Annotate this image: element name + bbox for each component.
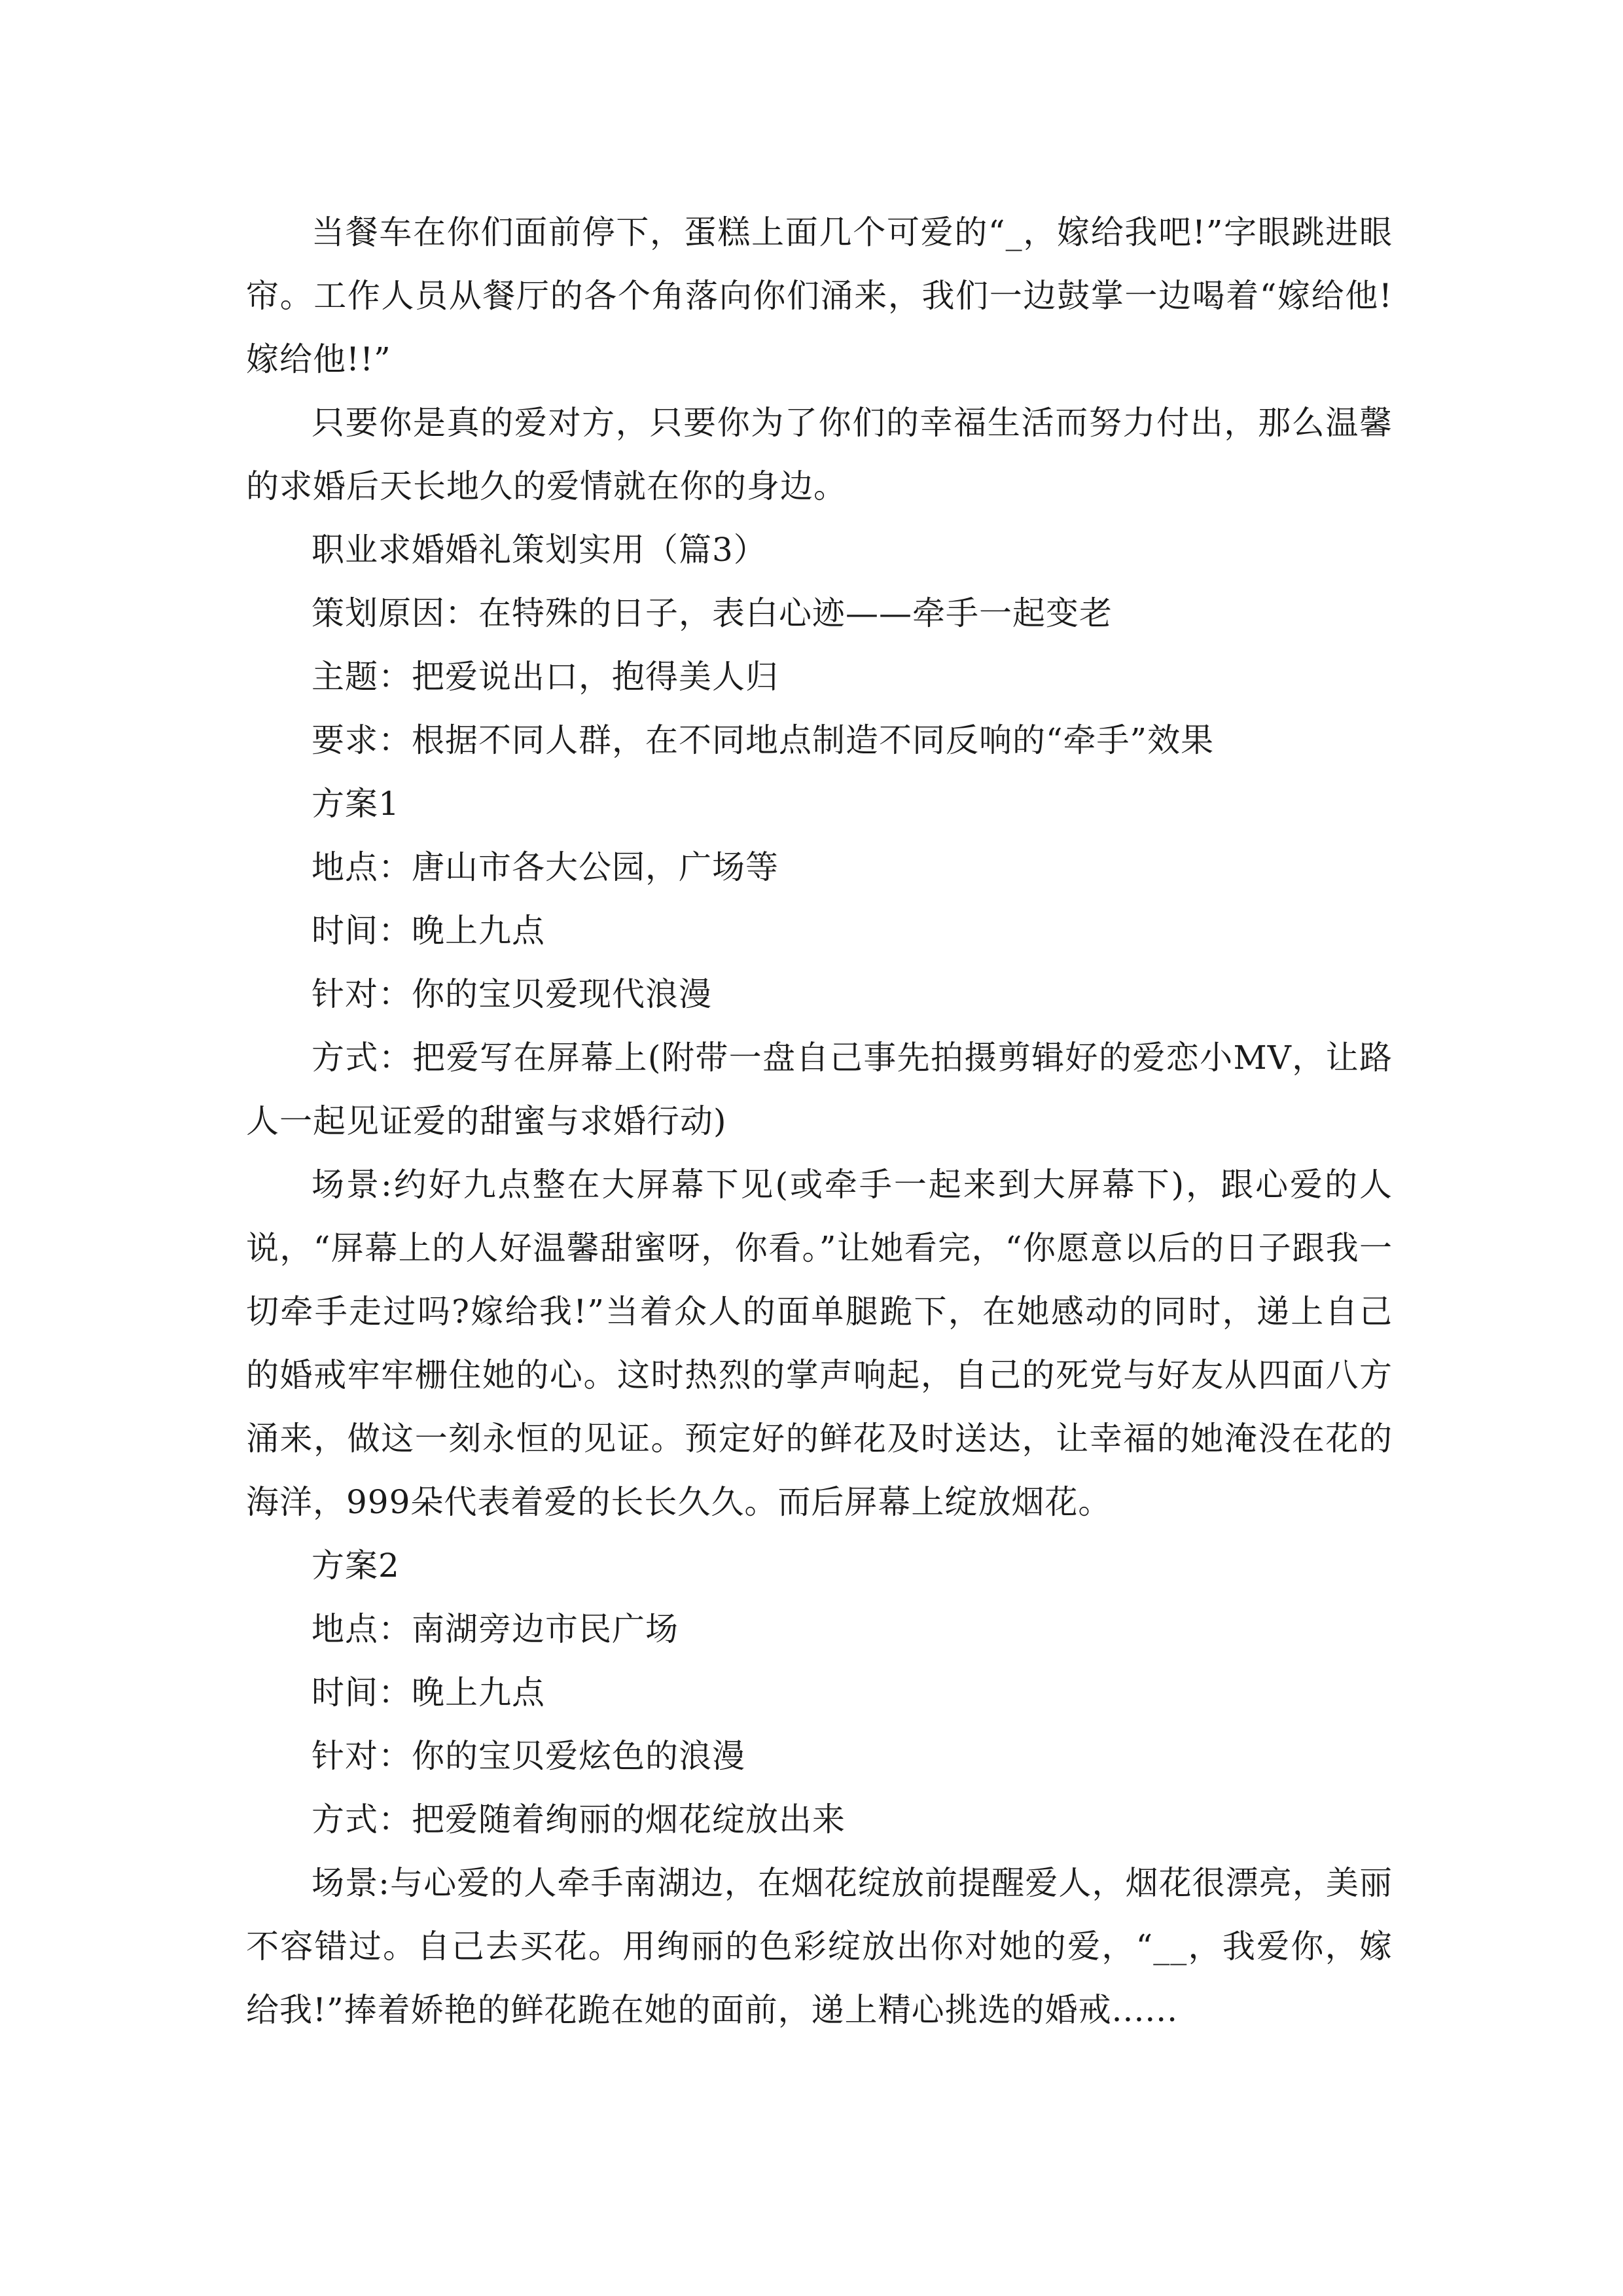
scheme-2-time: 时间：晚上九点: [312, 1674, 545, 1712]
scheme-1-heading: 方案1: [312, 785, 400, 823]
scheme-2-location: 地点：南湖旁边市民广场: [312, 1610, 679, 1648]
plan-theme: 主题：把爱说出口，抱得美人归: [312, 658, 779, 696]
paragraph-proposal-cake: 当餐车在你们面前停下，蛋糕上面几个可爱的“_，嫁给我吧!”字眼跳进眼帘。工作人员从餐厅的各个角落向你们涌来，我们一边鼓掌一边喝着“嫁给他!嫁给他!!”: [246, 213, 1393, 378]
document-body: [246, 201, 1393, 2042]
paragraph-true-love: 只要你是真的爱对方，只要你为了你们的幸福生活而努力付出，那么温馨的求婚后天长地久的爱情就在你的身边。: [246, 404, 1393, 505]
scheme-1-time: 时间：晚上九点: [312, 912, 545, 950]
scheme-2-heading: 方案2: [312, 1547, 400, 1585]
scheme-1-method: 方式：把爱写在屏幕上(附带一盘自己事先拍摄剪辑好的爱恋小MV，让路人一起见证爱的甜蜜与求婚行动): [246, 1039, 1393, 1140]
plan-reason: 策划原因：在特殊的日子，表白心迹——牵手一起变老: [312, 594, 1113, 632]
scheme-1-target: 针对：你的宝贝爱现代浪漫: [312, 975, 712, 1013]
plan-requirement: 要求：根据不同人群，在不同地点制造不同反响的“牵手”效果: [312, 721, 1215, 759]
scheme-1-scene: 场景:约好九点整在大屏幕下见(或牵手一起来到大屏幕下)，跟心爱的人说，“屏幕上的人好温馨甜蜜呀，你看。”让她看完，“你愿意以后的日子跟我一切牵手走过吗?嫁给我!”当着众人的面单腿跪下，在她感动的同时，递上自己的婚戒牢牢栅住她的心。这时热烈的掌声响起，自己的死党与好友从四面八方涌来，做这一刻永恒的见证。预定好的鲜花及时送达，让幸福的她淹没在花的海洋，999朵代表着爱的长长久久。而后屏幕上绽放烟花。: [246, 1166, 1393, 1521]
scheme-1-location: 地点：唐山市各大公园，广场等: [312, 848, 779, 886]
scheme-2-target: 针对：你的宝贝爱炫色的浪漫: [312, 1737, 745, 1775]
scheme-2-scene: 场景:与心爱的人牵手南湖边，在烟花绽放前提醒爱人，烟花很漂亮，美丽不容错过。自己去买花。用绚丽的色彩绽放出你对她的爱，“__，我爱你，嫁给我!”捧着娇艳的鲜花跪在她的面前，递上精心挑选的婚戒......: [246, 1864, 1393, 2029]
section-title: 职业求婚婚礼策划实用（篇3）: [312, 531, 767, 569]
scheme-2-method: 方式：把爱随着绚丽的烟花绽放出来: [312, 1801, 846, 1839]
